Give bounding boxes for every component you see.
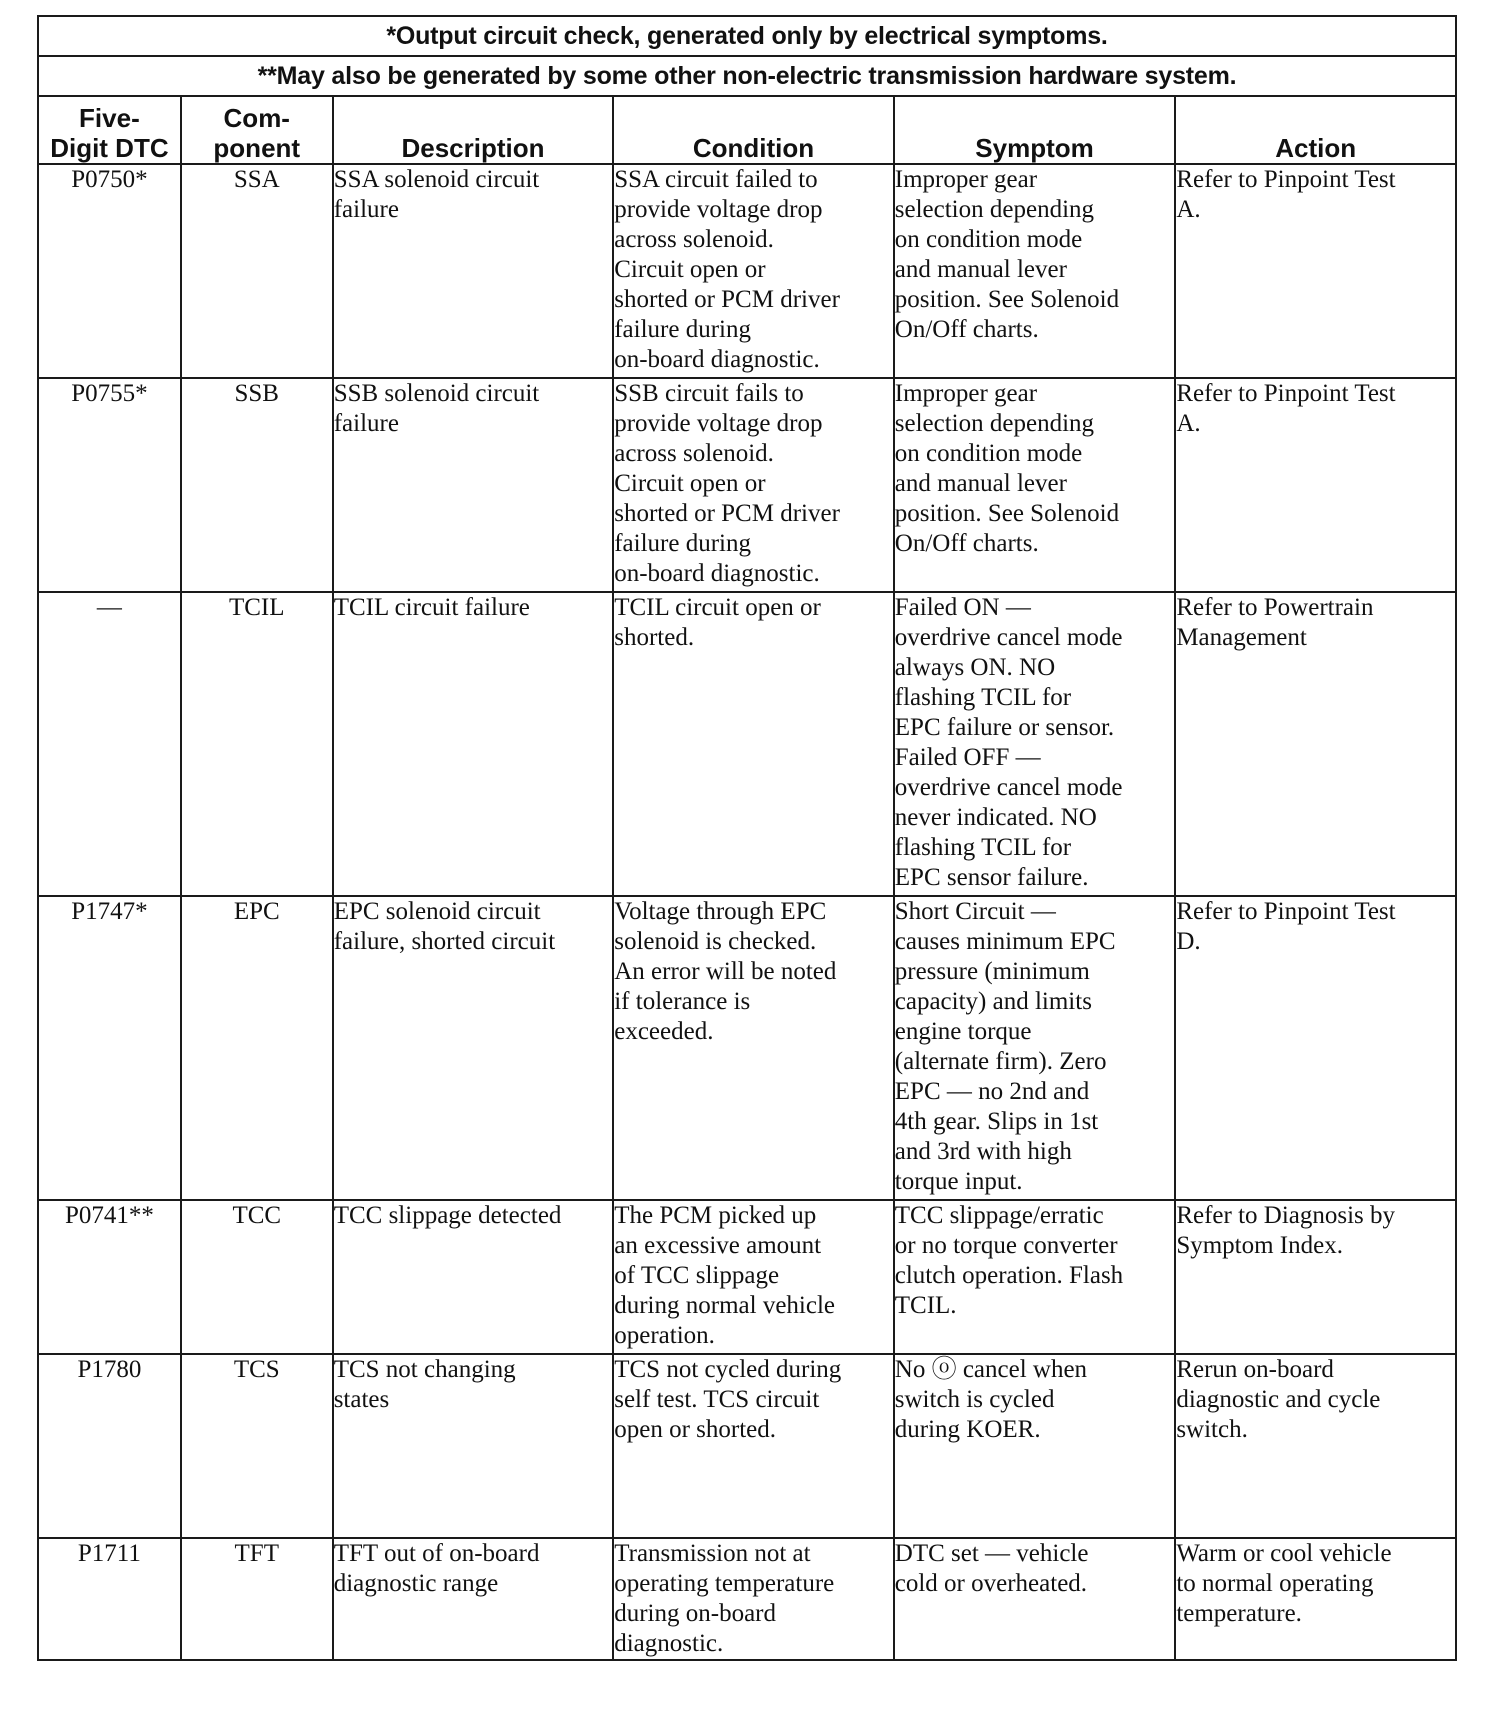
action-text: Refer to Diagnosis by Symptom Index. (1176, 1202, 1396, 1259)
description-cell (333, 164, 614, 378)
condition-cell (613, 164, 894, 378)
table-row (38, 896, 1456, 1200)
table-row (38, 1538, 1456, 1660)
symptom-cell (894, 896, 1176, 1200)
symptom-text: Failed ON — overdrive cancel mode always ON. NO flashing TCIL for EPC failure or sensor. Failed OFF — overdrive cancel mode never indicated. NO flashing TCIL for EPC sensor failure. (894, 594, 1123, 891)
symptom-cell (894, 1200, 1176, 1354)
description-text: TCC slippage detected (333, 1202, 562, 1229)
condition-cell (613, 896, 894, 1200)
dtc-code: P0755* (38, 378, 181, 592)
action-text: Refer to Powertrain Management (1176, 594, 1374, 651)
component: TFT (181, 1538, 333, 1660)
header-dtc-line2: Digit DTC (50, 133, 169, 163)
symptom-text: Short Circuit — causes minimum EPC pressure (minimum capacity) and limits engine torque (alternate firm). Zero EPC — no 2nd and 4th gear. Slips in 1st and 3rd with high torque input. (894, 898, 1116, 1195)
symptom-cell (894, 164, 1176, 378)
symptom-text: DTC set — vehicle cold or overheated. (894, 1540, 1089, 1597)
dtc-table (37, 15, 1457, 1661)
description-text: TCS not changing states (333, 1356, 516, 1413)
header-dtc (38, 96, 181, 164)
action-cell (1175, 896, 1456, 1200)
action-cell (1175, 592, 1456, 896)
table-row (38, 592, 1456, 896)
symptom-text: Improper gear selection depending on condition mode and manual lever position. See Solenoid On/Off charts. (894, 166, 1120, 343)
condition-text: SSA circuit failed to provide voltage drop across solenoid. Circuit open or shorted or PCM driver failure during on-board diagnostic. (614, 166, 840, 373)
action-cell (1175, 1538, 1456, 1660)
action-text: Rerun on-board diagnostic and cycle switch. (1176, 1356, 1381, 1443)
description-cell (333, 1538, 614, 1660)
action-text: Warm or cool vehicle to normal operating temperature. (1176, 1540, 1392, 1627)
header-component (181, 96, 333, 164)
description-text: SSA solenoid circuit failure (333, 166, 540, 223)
dtc-code: P0750* (38, 164, 181, 378)
description-cell (333, 896, 614, 1200)
table-row (38, 1200, 1456, 1354)
action-cell (1175, 1200, 1456, 1354)
header-condition: Condition (613, 96, 894, 164)
component: TCIL (181, 592, 333, 896)
header-component-line2: ponent (213, 133, 301, 163)
action-text: Refer to Pinpoint Test D. (1176, 898, 1396, 955)
header-description: Description (333, 96, 614, 164)
condition-text: Voltage through EPC solenoid is checked. An error will be noted if tolerance is exceeded. (614, 898, 837, 1045)
dtc-code: P1747* (38, 896, 181, 1200)
header-row (38, 96, 1456, 164)
action-text: Refer to Pinpoint Test A. (1176, 166, 1396, 223)
header-component-line1: Com- (223, 103, 290, 133)
symptom-text: Improper gear selection depending on condition mode and manual lever position. See Solenoid On/Off charts. (894, 380, 1120, 557)
header-dtc-line1: Five- (79, 103, 140, 133)
description-cell (333, 592, 614, 896)
action-text: Refer to Pinpoint Test A. (1176, 380, 1396, 437)
symptom-text: TCC slippage/erratic or no torque converter clutch operation. Flash TCIL. (894, 1202, 1124, 1319)
description-text: TCIL circuit failure (333, 594, 530, 621)
condition-cell (613, 378, 894, 592)
note-row-non-electric (38, 56, 1456, 96)
description-text: EPC solenoid circuit failure, shorted circuit (333, 898, 556, 955)
dtc-code: P1711 (38, 1538, 181, 1660)
table-row (38, 164, 1456, 378)
description-cell (333, 378, 614, 592)
description-text: SSB solenoid circuit failure (333, 380, 540, 437)
symptom-cell (894, 1354, 1176, 1538)
output-circuit-note: *Output circuit check, generated only by electrical symptoms. (38, 16, 1456, 56)
component: EPC (181, 896, 333, 1200)
component: SSA (181, 164, 333, 378)
note-row-output-circuit (38, 16, 1456, 56)
condition-cell (613, 592, 894, 896)
component: TCC (181, 1200, 333, 1354)
description-cell (333, 1354, 614, 1538)
component: SSB (181, 378, 333, 592)
condition-cell (613, 1538, 894, 1660)
condition-text: TCS not cycled during self test. TCS circuit open or shorted. (614, 1356, 842, 1443)
symptom-cell (894, 592, 1176, 896)
condition-text: TCIL circuit open or shorted. (614, 594, 821, 651)
condition-text: The PCM picked up an excessive amount of TCC slippage during normal vehicle operation. (614, 1202, 835, 1349)
non-electric-note: **May also be generated by some other non-electric transmission hardware system. (38, 56, 1456, 96)
condition-cell (613, 1354, 894, 1538)
description-text: TFT out of on-board diagnostic range (333, 1540, 540, 1597)
table-row (38, 378, 1456, 592)
condition-text: Transmission not at operating temperature during on-board diagnostic. (614, 1540, 835, 1657)
dtc-code: — (38, 592, 181, 896)
action-cell (1175, 1354, 1456, 1538)
symptom-cell (894, 1538, 1176, 1660)
condition-cell (613, 1200, 894, 1354)
action-cell (1175, 164, 1456, 378)
dtc-code: P0741** (38, 1200, 181, 1354)
symptom-text: No ⓞ cancel when switch is cycled during KOER. (894, 1356, 1088, 1443)
header-symptom: Symptom (894, 96, 1176, 164)
condition-text: SSB circuit fails to provide voltage drop across solenoid. Circuit open or shorted or PCM driver failure during on-board diagnostic. (614, 380, 840, 587)
header-action: Action (1175, 96, 1456, 164)
component: TCS (181, 1354, 333, 1538)
action-cell (1175, 378, 1456, 592)
description-cell (333, 1200, 614, 1354)
symptom-cell (894, 378, 1176, 592)
dtc-code: P1780 (38, 1354, 181, 1538)
table-row (38, 1354, 1456, 1538)
